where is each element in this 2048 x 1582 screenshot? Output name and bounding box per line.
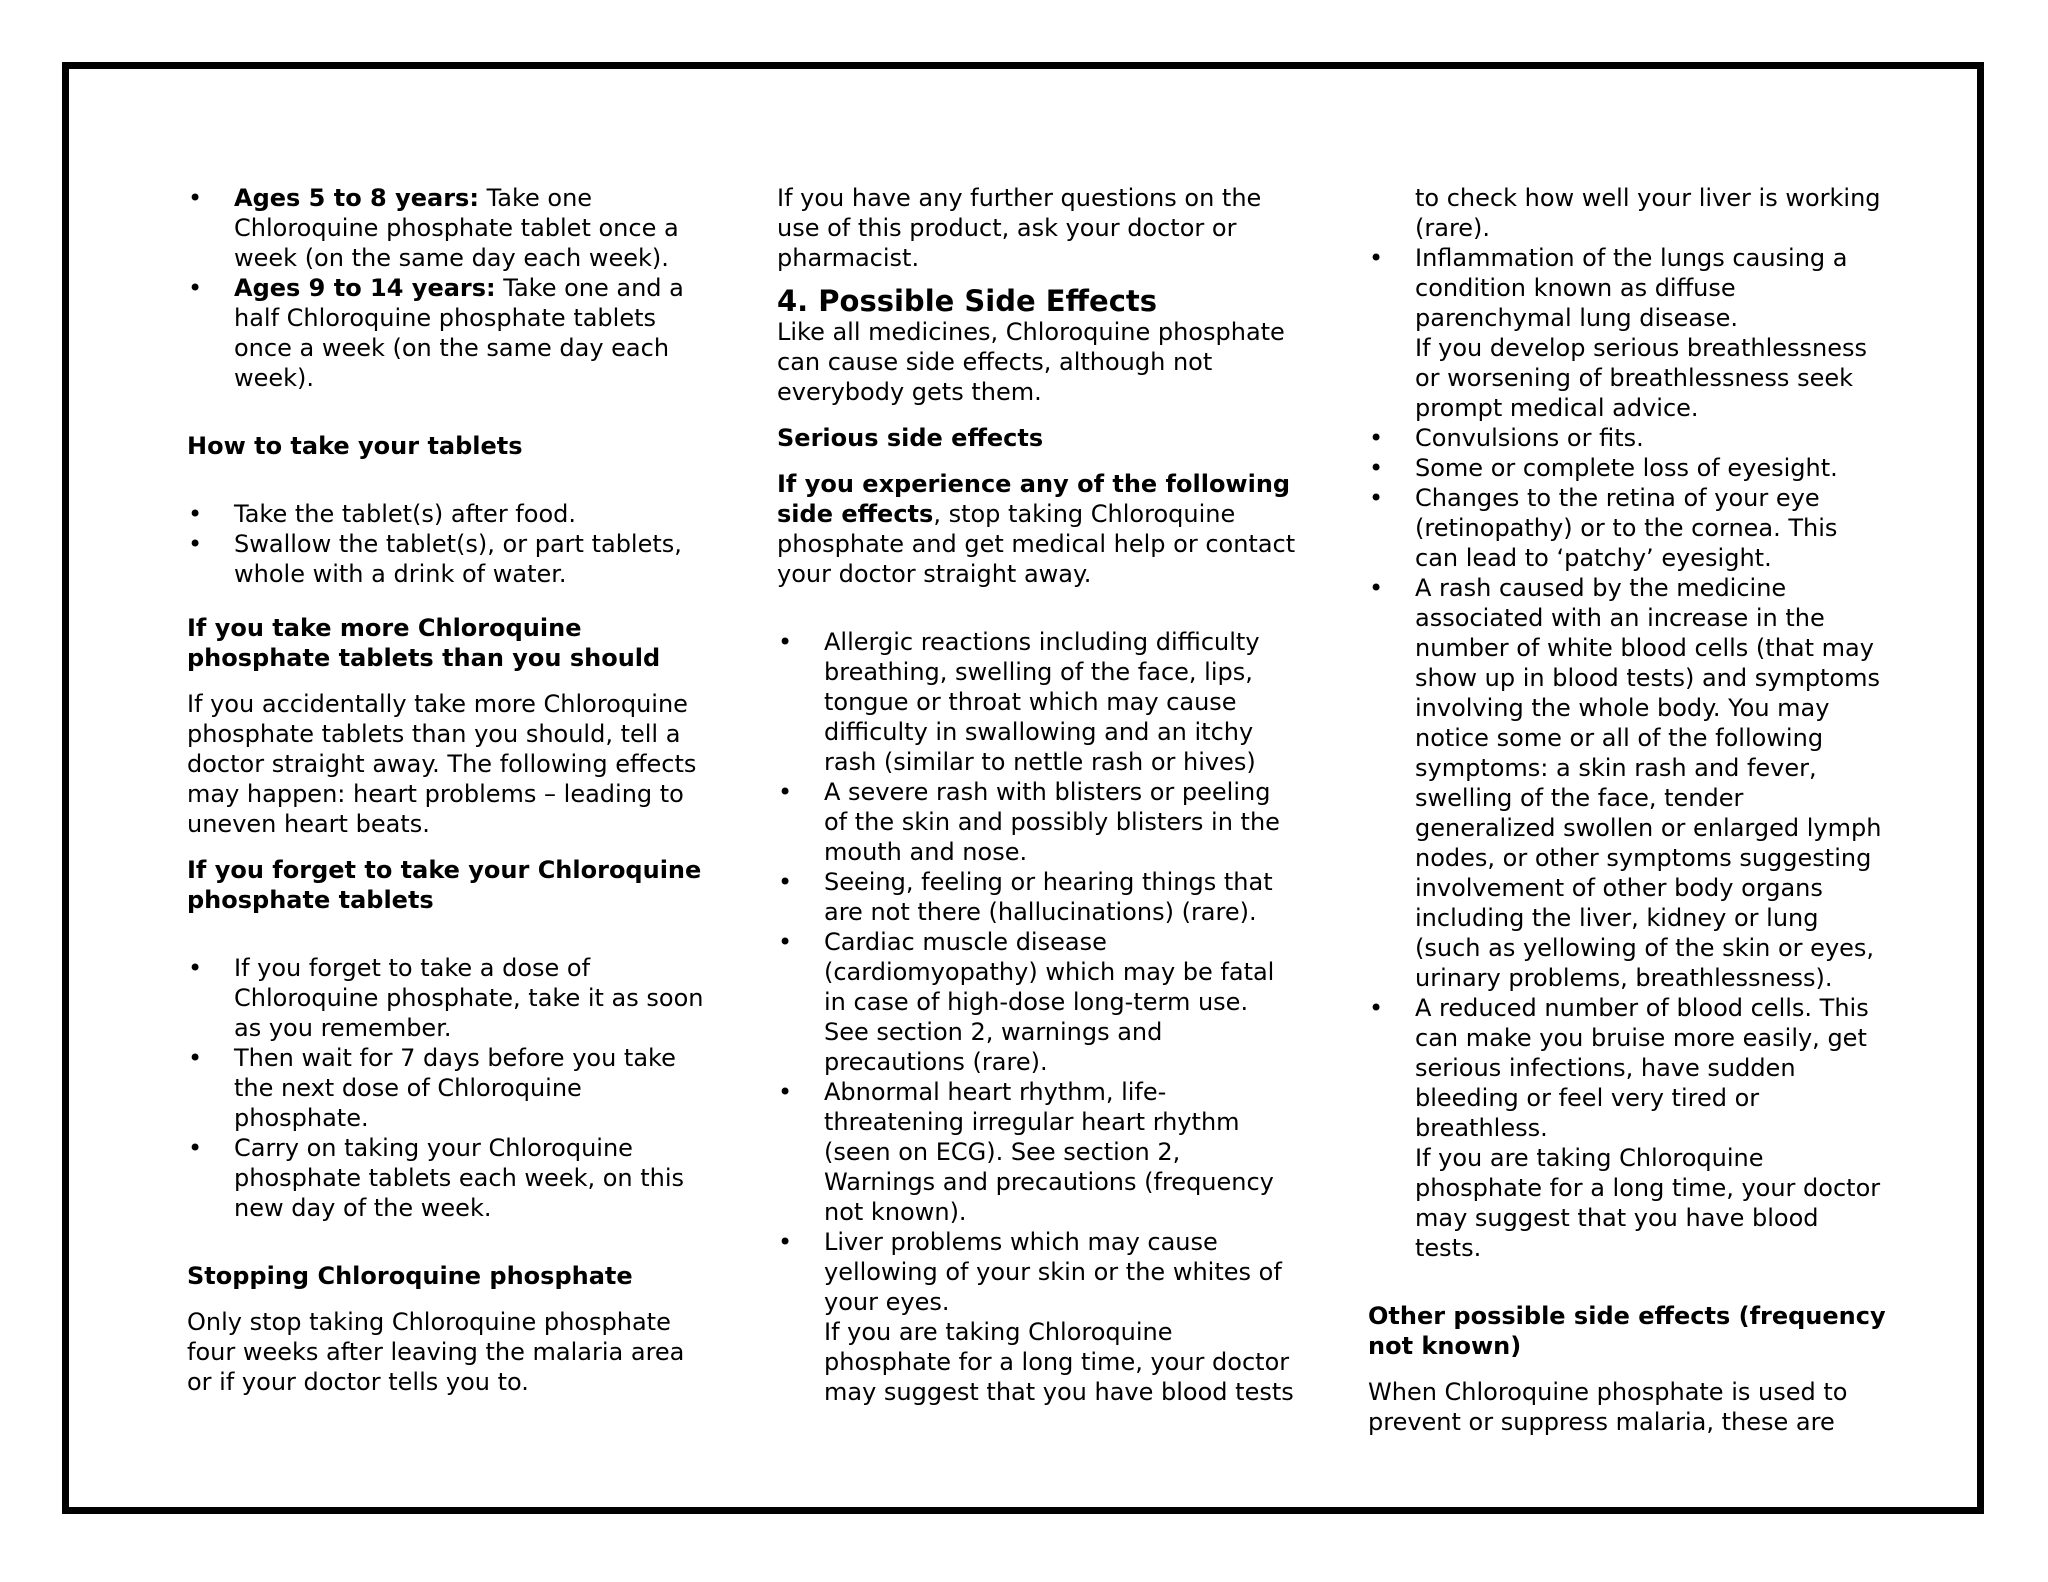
side-effects-list [1368, 243, 1888, 1263]
list-item [187, 273, 707, 393]
continuation-text: to check how well your liver is working (rare). [1415, 184, 1881, 242]
age-label: Ages 9 to 14 years: [234, 274, 496, 302]
item-extra: If you are taking Chloroquine phosphate for a long time, your doctor may suggest that you have blood tests [824, 1318, 1294, 1406]
column-1 [187, 183, 707, 1397]
overdose-heading: If you take more Chloroquine phosphate tablets than you should [187, 614, 661, 672]
how-heading: How to take your tablets [187, 432, 523, 460]
list-item [1368, 243, 1888, 423]
stopping-text: Only stop taking Chloroquine phosphate four weeks after leaving the malaria area or if your doctor tells you to. [187, 1308, 685, 1396]
experience-rest: , stop taking Chloroquine phosphate and get medical help or contact your doctor straight away. [777, 500, 1296, 588]
serious-heading: Serious side effects [777, 424, 1044, 452]
list-item: • Carry on taking your Chloroquine phosphate tablets each week, on this new day of the week. [187, 1133, 707, 1223]
list-item: • Seeing, feeling or hearing things that are not there (hallucinations) (rare). [777, 867, 1297, 927]
item-extra: If you are taking Chloroquine phosphate for a long time, your doctor may suggest that you have blood tests. [1415, 1144, 1881, 1262]
list-item: • Changes to the retina of your eye (retinopathy) or to the cornea. This can lead to ‘patchy’ eyesight. [1368, 483, 1888, 573]
list-item: • A severe rash with blisters or peeling of the skin and possibly blisters in the mouth and nose. [777, 777, 1297, 867]
item-text: Inflammation of the lungs causing a condition known as diffuse parenchymal lung disease. [1415, 244, 1848, 332]
column-3 [1368, 183, 1888, 1437]
list-item: • Take the tablet(s) after food. [187, 499, 707, 529]
list-item: • Allergic reactions including difficulty breathing, swelling of the face, lips, tongue or throat which may cause difficulty in swallowing and an itchy rash (similar to nettle rash or hives) [777, 627, 1297, 777]
list-item: • Cardiac muscle disease (cardiomyopathy) which may be fatal in case of high-dose long-term use. See section 2, warnings and precautions (rare). [777, 927, 1297, 1077]
item-text: Liver problems which may cause yellowing of your skin or the whites of your eyes. [824, 1228, 1282, 1316]
list-item: • Convulsions or fits. [1368, 423, 1888, 453]
forget-list [187, 953, 707, 1223]
age-label: Ages 5 to 8 years: [234, 184, 479, 212]
other-text: When Chloroquine phosphate is used to prevent or suppress malaria, these are [1368, 1378, 1848, 1436]
list-item: • Some or complete loss of eyesight. [1368, 453, 1888, 483]
item-extra: If you develop serious breathlessness or worsening of breathlessness seek prompt medical advice. [1415, 334, 1867, 422]
intro-text: Like all medicines, Chloroquine phosphate can cause side effects, although not everybody gets them. [777, 318, 1285, 406]
list-item: • Swallow the tablet(s), or part tablets, whole with a drink of water. [187, 529, 707, 589]
list-item [1368, 993, 1888, 1263]
list-item: • If you forget to take a dose of Chloroquine phosphate, take it as soon as you remember. [187, 953, 707, 1043]
experience-bold: If you experience any of the following side effects [777, 470, 1291, 528]
list-item [187, 183, 707, 273]
ages-list [187, 183, 707, 393]
list-item: • Then wait for 7 days before you take the next dose of Chloroquine phosphate. [187, 1043, 707, 1133]
list-item [777, 1227, 1297, 1407]
other-heading: Other possible side effects (frequency not known) [1368, 1302, 1886, 1360]
list-item: • Abnormal heart rhythm, life-threatening irregular heart rhythm (seen on ECG). See section 2, Warnings and precautions (frequency not known). [777, 1077, 1297, 1227]
section-heading: 4. Possible Side Effects [777, 284, 1158, 318]
questions-text: If you have any further questions on the use of this product, ask your doctor or pharmacist. [777, 184, 1262, 272]
overdose-text: If you accidentally take more Chloroquine phosphate tablets than you should, tell a doctor straight away. The following effects may happen: heart problems – leading to uneven heart beats. [187, 690, 697, 838]
serious-list [777, 627, 1297, 1407]
list-item: • A rash caused by the medicine associated with an increase in the number of white blood cells (that may show up in blood tests) and symptoms involving the whole body. You may notice some or all of the following symptoms: a skin rash and fever, swelling of the face, tender generalized swollen or enlarged lymph nodes, or other symptoms suggesting involvement of other body organs including the liver, kidney or lung (such as yellowing of the skin or eyes, urinary problems, breathlessness). [1368, 573, 1888, 993]
forget-heading: If you forget to take your Chloroquine phosphate tablets [187, 856, 702, 914]
experience-text [777, 469, 1297, 589]
how-list [187, 499, 707, 589]
age-text: Take one Chloroquine phosphate tablet once a week (on the same day each week). [234, 184, 679, 272]
age-text: Take one and a half Chloroquine phosphate tablets once a week (on the same day each week). [234, 274, 684, 392]
column-2 [777, 183, 1297, 1407]
item-text: A reduced number of blood cells. This can make you bruise more easily, get serious infections, have sudden bleeding or feel very tired or breathless. [1415, 994, 1869, 1142]
stopping-heading: Stopping Chloroquine phosphate [187, 1262, 633, 1290]
